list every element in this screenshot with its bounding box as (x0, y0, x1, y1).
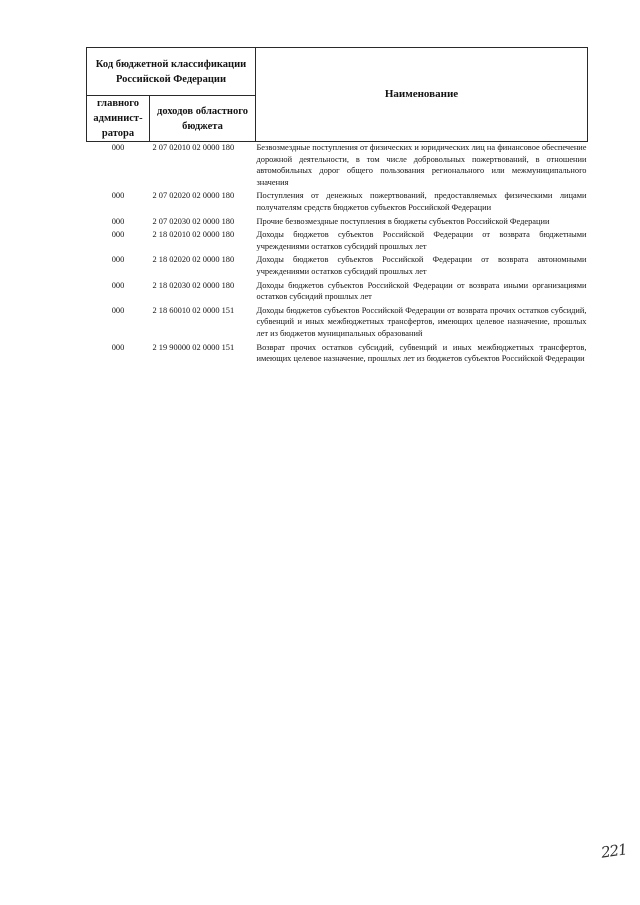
table-row (87, 190, 588, 215)
admin-code-cell: 000 (111, 255, 125, 265)
name-cell: Безвозмездные поступления от физических и юридических лиц на финансовое обеспечение дорожной деятельности, в том числе добровольных пожертвований, в отношении автомобильных дорог общего пользования регионального или межмуниципального значения (256, 143, 587, 187)
revenue-code-cell: 2 07 02020 02 0000 180 (152, 191, 235, 201)
header-name: Наименование (256, 48, 588, 142)
admin-code-cell: 000 (111, 305, 125, 315)
table-row (87, 216, 588, 230)
table-row (87, 254, 588, 279)
handwritten-page-number: 221 (599, 840, 628, 862)
admin-code-cell: 000 (111, 143, 125, 152)
name-cell: Доходы бюджетов субъектов Российской Федерации от возврата прочих остатков субсидий, субвенций и иных межбюджетных трансфертов, имеющих целевое назначение, прошлых лет из бюджетов муниципальных образований (256, 305, 587, 338)
name-cell: Доходы бюджетов субъектов Российской Федерации от возврата иными организациями остатков субсидий прошлых лет (256, 280, 587, 302)
header-regional-revenue: доходов областного бюджета (150, 96, 256, 142)
revenue-code-cell: 2 07 02010 02 0000 180 (152, 143, 235, 152)
revenue-code-cell: 2 07 02030 02 0000 180 (152, 216, 235, 226)
budget-classification-table (86, 47, 588, 367)
admin-code-cell: 000 (111, 342, 125, 352)
table-row (87, 305, 588, 342)
revenue-code-cell: 2 19 90000 02 0000 151 (152, 342, 235, 352)
name-cell: Возврат прочих остатков субсидий, субвенций и иных межбюджетных трансфертов, имеющих целевое назначение, прошлых лет из бюджетов субъектов Российской Федерации (256, 342, 587, 364)
revenue-code-cell: 2 18 02030 02 0000 180 (152, 280, 235, 290)
admin-code-cell: 000 (111, 280, 125, 290)
name-cell: Прочие безвозмездные поступления в бюджеты субъектов Российской Федерации (256, 216, 550, 226)
revenue-code-cell: 2 18 60010 02 0000 151 (152, 305, 235, 315)
admin-code-cell: 000 (111, 216, 125, 226)
name-cell: Поступления от денежных пожертвований, предоставляемых физическими лицами получателям средств бюджетов субъектов Российской Федерации (256, 191, 587, 212)
name-cell: Доходы бюджетов субъектов Российской Федерации от возврата автономными учреждениями остатков субсидий прошлых лет (256, 255, 587, 276)
table-row (87, 280, 588, 305)
name-cell: Доходы бюджетов субъектов Российской Федерации от возврата бюджетными учреждениями остатков субсидий прошлых лет (256, 230, 587, 251)
header-budget-code-group: Код бюджетной классификации Российской Федерации (87, 48, 256, 96)
admin-code-cell: 000 (111, 230, 125, 240)
admin-code-cell: 000 (111, 191, 125, 201)
header-main-administrator: главного админист-ратора (87, 96, 150, 142)
table-row (87, 342, 588, 367)
table-row (87, 229, 588, 254)
table-row (87, 142, 588, 191)
revenue-code-cell: 2 18 02010 02 0000 180 (152, 230, 235, 240)
revenue-code-cell: 2 18 02020 02 0000 180 (152, 255, 235, 265)
